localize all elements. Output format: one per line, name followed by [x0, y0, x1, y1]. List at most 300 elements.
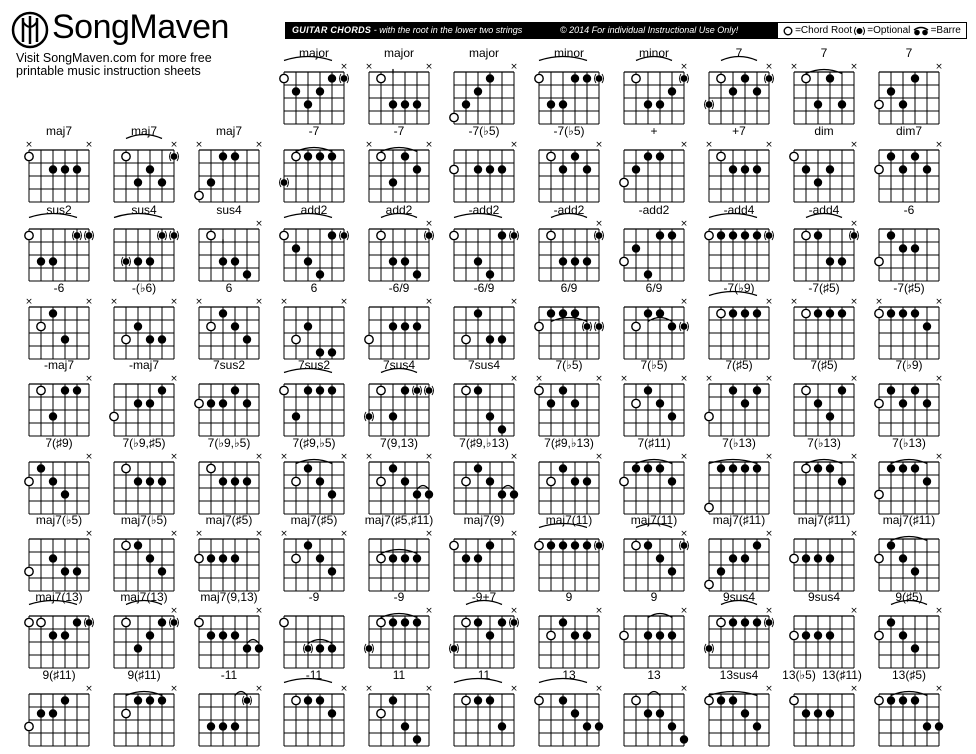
finger-dot-icon — [899, 399, 907, 407]
chord-name: 7(♭9,♯5) — [122, 436, 166, 450]
finger-dot-icon — [668, 631, 676, 639]
root-note-icon — [620, 631, 628, 639]
root-note-icon — [377, 554, 385, 562]
finger-dot-icon — [899, 554, 907, 562]
fretboard — [702, 450, 776, 516]
chord-name: 13(♭5) — [782, 668, 816, 682]
muted-string-icon: × — [195, 529, 203, 539]
finger-dot-icon — [668, 231, 676, 239]
finger-dot-icon — [207, 631, 215, 639]
muted-string-icon: × — [340, 297, 348, 307]
chord-diagram — [617, 590, 691, 670]
fretboard — [107, 217, 181, 283]
finger-dot-icon — [510, 490, 518, 498]
fretboard — [447, 682, 521, 748]
optional-note-icon — [86, 619, 93, 626]
finger-dot-icon — [413, 270, 421, 278]
finger-dot-icon — [498, 231, 506, 239]
fretboard — [192, 682, 266, 748]
muted-string-icon: × — [255, 297, 263, 307]
finger-dot-icon — [632, 464, 640, 472]
muted-string-icon: × — [170, 297, 178, 307]
finger-dot-icon — [911, 309, 919, 317]
fretboard — [107, 450, 181, 516]
optional-note-icon — [74, 232, 81, 239]
root-note-icon — [547, 231, 555, 239]
fretboard — [22, 450, 96, 516]
finger-dot-icon — [668, 722, 676, 730]
muted-string-icon: × — [765, 529, 773, 539]
finger-dot-icon — [644, 631, 652, 639]
muted-string-icon: × — [705, 140, 713, 150]
chord-name: sus4 — [131, 203, 157, 217]
root-note-icon — [802, 309, 810, 317]
finger-dot-icon — [899, 165, 907, 173]
fretboard — [702, 372, 776, 438]
optional-note-icon — [511, 232, 518, 239]
chord-name: 9(♯11) — [127, 668, 161, 682]
muted-string-icon: × — [680, 452, 688, 462]
finger-dot-icon — [231, 386, 239, 394]
finger-dot-icon — [887, 464, 895, 472]
muted-string-icon: × — [195, 297, 203, 307]
finger-dot-icon — [474, 309, 482, 317]
finger-dot-icon — [231, 631, 239, 639]
chord-name: 7(9,13) — [379, 436, 419, 450]
root-note-icon — [110, 412, 118, 420]
muted-string-icon: × — [765, 606, 773, 616]
root-note-icon — [377, 231, 385, 239]
finger-dot-icon — [753, 309, 761, 317]
chord-name: 9 — [650, 590, 658, 604]
muted-string-icon: × — [935, 297, 943, 307]
chord-name: 7(♭9,♭5) — [207, 436, 251, 450]
muted-string-icon: × — [365, 452, 373, 462]
fretboard — [107, 295, 181, 361]
legend-optional-label: =Optional — [867, 25, 911, 36]
finger-dot-icon — [292, 412, 300, 420]
finger-dot-icon — [571, 309, 579, 317]
root-note-icon — [207, 231, 215, 239]
finger-dot-icon — [583, 257, 591, 265]
finger-dot-icon — [134, 399, 142, 407]
root-note-icon — [365, 335, 373, 343]
finger-dot-icon — [474, 257, 482, 265]
finger-dot-icon — [814, 178, 822, 186]
finger-dot-icon — [49, 257, 57, 265]
muted-string-icon: × — [425, 684, 433, 694]
chord-name: 7(♭9) — [895, 358, 923, 372]
finger-dot-icon — [316, 386, 324, 394]
finger-dot-icon — [887, 309, 895, 317]
fretboard — [872, 682, 946, 748]
root-note-icon — [875, 309, 883, 317]
muted-string-icon: × — [935, 684, 943, 694]
finger-dot-icon — [401, 477, 409, 485]
chord-diagram — [277, 668, 351, 748]
muted-string-icon: × — [510, 374, 518, 384]
muted-string-icon: × — [680, 684, 688, 694]
finger-dot-icon — [826, 464, 834, 472]
finger-dot-icon — [498, 722, 506, 730]
finger-dot-icon — [814, 231, 822, 239]
finger-dot-icon — [304, 541, 312, 549]
finger-dot-icon — [887, 696, 895, 704]
fretboard — [532, 604, 606, 670]
finger-dot-icon — [826, 412, 834, 420]
chord-diagram — [107, 124, 181, 204]
chord-name: -add4 — [723, 203, 755, 217]
fretboard — [872, 60, 946, 126]
finger-dot-icon — [668, 87, 676, 95]
chord-diagram — [447, 590, 521, 670]
optional-note-icon — [706, 101, 713, 108]
finger-dot-icon — [656, 631, 664, 639]
chord-diagram — [107, 281, 181, 361]
finger-dot-icon — [814, 709, 822, 717]
optional-note-icon — [305, 645, 312, 652]
finger-dot-icon — [486, 631, 494, 639]
fretboard — [362, 217, 436, 283]
chord-name: -6/9 — [388, 281, 410, 295]
finger-dot-icon — [219, 399, 227, 407]
finger-dot-icon — [753, 541, 761, 549]
finger-dot-icon — [547, 100, 555, 108]
finger-dot-icon — [656, 399, 664, 407]
finger-dot-icon — [668, 322, 676, 330]
finger-dot-icon — [559, 696, 567, 704]
finger-dot-icon — [474, 87, 482, 95]
root-note-icon — [122, 464, 130, 472]
fretboard — [192, 217, 266, 283]
finger-dot-icon — [729, 309, 737, 317]
finger-dot-icon — [73, 618, 81, 626]
finger-dot-icon — [498, 335, 506, 343]
chord-diagram — [447, 513, 521, 593]
root-note-icon — [462, 477, 470, 485]
finger-dot-icon — [146, 477, 154, 485]
chord-diagram — [447, 281, 521, 361]
fretboard — [22, 372, 96, 438]
muted-string-icon: × — [425, 140, 433, 150]
muted-string-icon: × — [170, 452, 178, 462]
muted-string-icon: × — [705, 374, 713, 384]
finger-dot-icon — [413, 735, 421, 743]
chord-diagram — [617, 358, 691, 438]
finger-dot-icon — [911, 696, 919, 704]
chord-name: 7(♭5) — [555, 358, 583, 372]
fretboard — [702, 527, 776, 593]
finger-dot-icon — [219, 477, 227, 485]
finger-dot-icon — [911, 74, 919, 82]
chord-name: -add4 — [808, 203, 840, 217]
chord-diagram — [702, 590, 776, 670]
chord-diagram — [277, 358, 351, 438]
root-note-icon — [535, 386, 543, 394]
finger-dot-icon — [474, 554, 482, 562]
muted-string-icon: × — [255, 606, 263, 616]
chord-diagram — [447, 358, 521, 438]
optional-note-icon — [681, 75, 688, 82]
chord-diagram — [277, 281, 351, 361]
finger-dot-icon — [887, 541, 895, 549]
chord-diagram — [782, 668, 862, 748]
chord-diagram — [107, 203, 181, 283]
finger-dot-icon — [207, 399, 215, 407]
finger-dot-icon — [753, 165, 761, 173]
chord-diagram — [532, 46, 606, 126]
chord-diagram — [107, 668, 181, 748]
muted-string-icon: × — [935, 452, 943, 462]
optional-note-icon — [366, 413, 373, 420]
optional-note-icon — [426, 232, 433, 239]
muted-string-icon: × — [595, 684, 603, 694]
finger-dot-icon — [207, 554, 215, 562]
root-note-icon — [632, 74, 640, 82]
chord-name: -7(♭5) — [468, 124, 500, 138]
chord-name: 7(♭13) — [722, 436, 756, 450]
finger-dot-icon — [826, 165, 834, 173]
chord-diagram — [787, 436, 861, 516]
root-note-icon — [620, 477, 628, 485]
finger-dot-icon — [328, 490, 336, 498]
muted-string-icon: × — [620, 374, 628, 384]
finger-dot-icon — [389, 322, 397, 330]
finger-dot-icon — [486, 270, 494, 278]
finger-dot-icon — [474, 618, 482, 626]
finger-dot-icon — [814, 100, 822, 108]
root-note-icon — [122, 618, 130, 626]
root-note-icon — [37, 322, 45, 330]
chord-name: 6 — [310, 281, 318, 295]
optional-note-icon — [851, 232, 858, 239]
chord-diagram — [192, 513, 266, 593]
chord-name: maj7 — [45, 124, 72, 138]
fretboard — [702, 217, 776, 283]
muted-string-icon: × — [850, 219, 858, 229]
root-note-icon — [875, 554, 883, 562]
fretboard — [192, 527, 266, 593]
fretboard — [787, 527, 861, 593]
chord-diagram — [872, 358, 946, 438]
optional-note-icon — [341, 75, 348, 82]
muted-string-icon: × — [510, 140, 518, 150]
finger-dot-icon — [413, 490, 421, 498]
chord-name: add2 — [300, 203, 328, 217]
chord-name: minor — [553, 46, 584, 60]
root-note-icon — [37, 386, 45, 394]
finger-dot-icon — [328, 567, 336, 575]
chord-name: maj7(♯11) — [712, 513, 766, 527]
chord-diagram — [277, 590, 351, 670]
finger-dot-icon — [923, 722, 931, 730]
fretboard — [787, 372, 861, 438]
optional-note-icon — [341, 232, 348, 239]
brand-name: SongMaven — [52, 8, 229, 46]
fretboard — [617, 295, 691, 361]
finger-dot-icon — [729, 165, 737, 173]
optional-note-icon — [706, 645, 713, 652]
chord-diagram — [617, 668, 691, 748]
finger-dot-icon — [413, 322, 421, 330]
finger-dot-icon — [61, 490, 69, 498]
finger-dot-icon — [49, 309, 57, 317]
chord-name: -7(♭9) — [723, 281, 755, 295]
finger-dot-icon — [243, 644, 251, 652]
fretboard — [617, 527, 691, 593]
finger-dot-icon — [401, 722, 409, 730]
finger-dot-icon — [134, 644, 142, 652]
muted-string-icon: × — [425, 62, 433, 72]
finger-dot-icon — [316, 152, 324, 160]
fretboard — [532, 138, 606, 204]
muted-string-icon: × — [280, 452, 288, 462]
root-note-icon — [25, 477, 33, 485]
finger-dot-icon — [401, 322, 409, 330]
chord-diagram — [702, 668, 776, 748]
fretboard — [787, 60, 861, 126]
fretboard — [787, 450, 861, 516]
finger-dot-icon — [571, 541, 579, 549]
finger-dot-icon — [462, 554, 470, 562]
root-note-icon — [280, 231, 288, 239]
finger-dot-icon — [486, 165, 494, 173]
finger-dot-icon — [49, 477, 57, 485]
finger-dot-icon — [134, 541, 142, 549]
chord-diagram — [617, 124, 691, 204]
finger-dot-icon — [899, 309, 907, 317]
root-note-icon — [195, 618, 203, 626]
finger-dot-icon — [838, 100, 846, 108]
finger-dot-icon — [911, 464, 919, 472]
chord-name: 7(♯9,♭13) — [544, 436, 594, 450]
finger-dot-icon — [231, 477, 239, 485]
finger-dot-icon — [583, 165, 591, 173]
finger-dot-icon — [146, 554, 154, 562]
finger-dot-icon — [656, 554, 664, 562]
fretboard — [447, 295, 521, 361]
fretboard — [872, 604, 946, 670]
root-note-icon — [195, 399, 203, 407]
chord-diagram — [107, 436, 181, 516]
muted-string-icon: × — [595, 219, 603, 229]
muted-string-icon: × — [680, 297, 688, 307]
finger-dot-icon — [498, 618, 506, 626]
finger-dot-icon — [741, 74, 749, 82]
root-note-icon — [632, 541, 640, 549]
finger-dot-icon — [474, 464, 482, 472]
root-note-icon — [450, 165, 458, 173]
finger-dot-icon — [923, 322, 931, 330]
root-note-icon — [717, 618, 725, 626]
finger-dot-icon — [802, 554, 810, 562]
finger-dot-icon — [243, 477, 251, 485]
chord-name: maj7(13) — [120, 590, 168, 604]
muted-string-icon: × — [790, 297, 798, 307]
finger-dot-icon — [243, 399, 251, 407]
chord-name: maj7(9) — [463, 513, 505, 527]
muted-string-icon: × — [365, 684, 373, 694]
fretboard — [277, 450, 351, 516]
muted-string-icon: × — [255, 684, 263, 694]
finger-dot-icon — [134, 477, 142, 485]
root-note-icon — [37, 618, 45, 626]
root-note-icon — [535, 322, 543, 330]
root-note-icon — [25, 231, 33, 239]
muted-string-icon: × — [875, 297, 883, 307]
finger-dot-icon — [146, 257, 154, 265]
muted-string-icon: × — [365, 140, 373, 150]
chord-name: +7 — [732, 124, 746, 138]
muted-string-icon: × — [85, 684, 93, 694]
finger-dot-icon — [887, 231, 895, 239]
optional-note-icon — [86, 232, 93, 239]
finger-dot-icon — [802, 631, 810, 639]
finger-dot-icon — [656, 309, 664, 317]
fretboard — [192, 604, 266, 670]
root-note-icon — [25, 567, 33, 575]
fretboard — [787, 295, 861, 361]
finger-dot-icon — [583, 477, 591, 485]
finger-dot-icon — [644, 270, 652, 278]
finger-dot-icon — [668, 477, 676, 485]
root-note-icon — [377, 618, 385, 626]
finger-dot-icon — [486, 696, 494, 704]
finger-dot-icon — [498, 165, 506, 173]
muted-string-icon: × — [680, 62, 688, 72]
fretboard — [22, 604, 96, 670]
chord-name: 13 — [647, 668, 661, 682]
finger-dot-icon — [486, 541, 494, 549]
chord-diagram — [872, 124, 946, 204]
chord-diagram — [192, 203, 266, 283]
root-note-icon — [450, 541, 458, 549]
fretboard — [447, 527, 521, 593]
fretboard — [362, 527, 436, 593]
root-note-icon — [875, 490, 883, 498]
finger-dot-icon — [401, 386, 409, 394]
finger-dot-icon — [146, 631, 154, 639]
chord-name: maj7(11) — [630, 513, 678, 527]
muted-string-icon: × — [340, 62, 348, 72]
root-note-icon — [802, 386, 810, 394]
finger-dot-icon — [899, 631, 907, 639]
root-note-icon — [790, 152, 798, 160]
chord-diagram — [702, 46, 776, 126]
chord-name: 13 — [562, 668, 576, 682]
finger-dot-icon — [559, 309, 567, 317]
finger-dot-icon — [207, 178, 215, 186]
finger-dot-icon — [644, 100, 652, 108]
chord-name: 9(♯5) — [895, 590, 923, 604]
root-note-icon — [632, 399, 640, 407]
finger-dot-icon — [547, 399, 555, 407]
root-note-icon — [875, 631, 883, 639]
fretboard — [277, 604, 351, 670]
chord-name: 7(♯9) — [45, 436, 73, 450]
legend-root-label: =Chord Root — [795, 25, 853, 36]
finger-dot-icon — [559, 257, 567, 265]
optional-note-icon — [681, 323, 688, 330]
chord-diagram — [192, 436, 266, 516]
muted-string-icon: × — [935, 140, 943, 150]
root-note-icon — [462, 696, 470, 704]
finger-dot-icon — [571, 709, 579, 717]
finger-dot-icon — [413, 618, 421, 626]
fretboard — [702, 60, 776, 126]
optional-note-icon — [281, 179, 288, 186]
chord-name: 7sus2 — [212, 358, 246, 372]
